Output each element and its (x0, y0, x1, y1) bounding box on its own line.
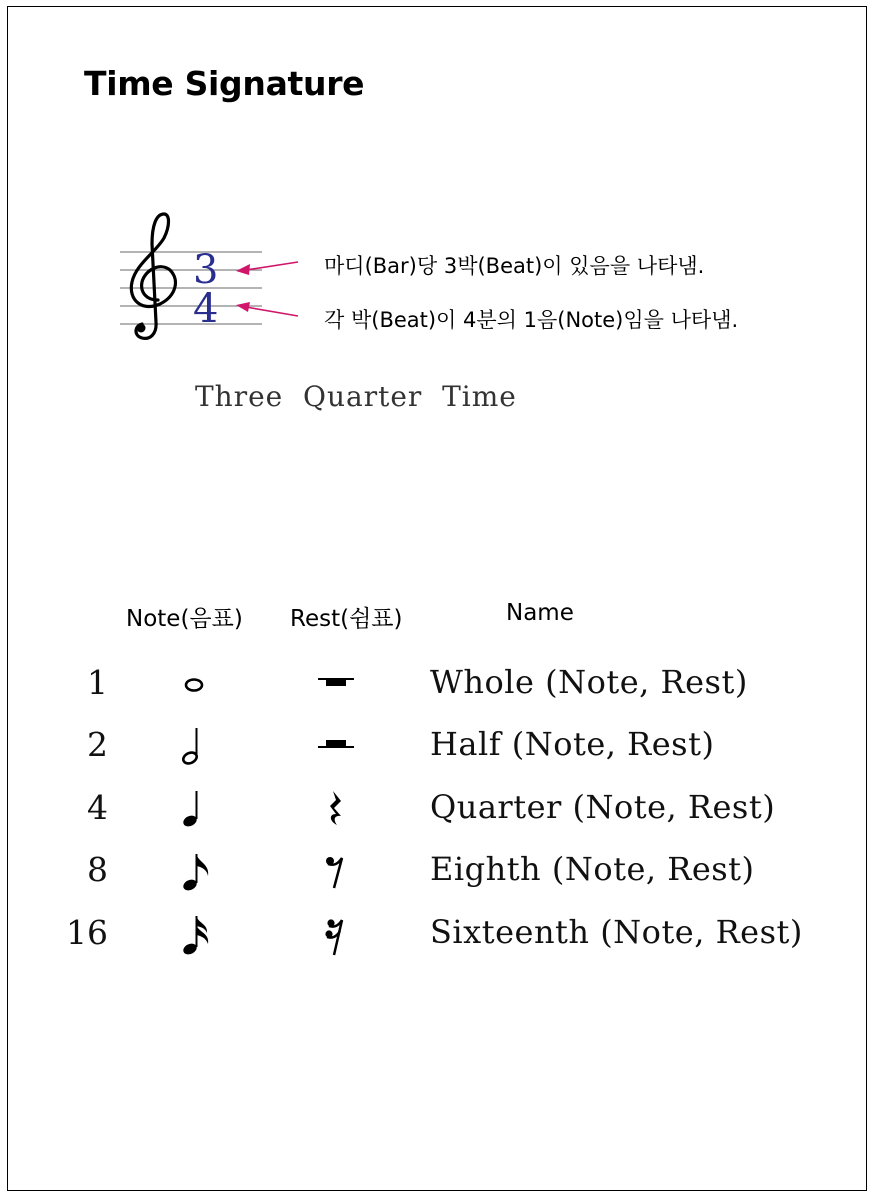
quarter-rest-icon (312, 788, 362, 848)
row-number: 2 (87, 725, 108, 764)
table-row (0, 725, 874, 785)
row-number: 1 (87, 663, 108, 702)
table-row (0, 663, 874, 723)
row-name: Half (Note, Rest) (430, 725, 715, 763)
arrow-to-denominator (236, 302, 298, 316)
treble-clef-icon (131, 214, 175, 338)
header-name: Name (506, 600, 574, 626)
row-number: 16 (66, 913, 108, 952)
header-rest: Rest(쉼표) (290, 606, 403, 632)
half-rest-icon (312, 725, 362, 785)
quarter-note-icon (168, 788, 218, 848)
time-signature-caption: Three Quarter Time (195, 380, 517, 413)
row-name: Eighth (Note, Rest) (430, 850, 755, 888)
eighth-note-icon (168, 850, 218, 910)
time-sig-denominator: 4 (193, 286, 219, 332)
half-note-icon (168, 725, 218, 785)
sixteenth-rest-icon (312, 913, 362, 973)
whole-rest-icon (312, 663, 362, 723)
eighth-rest-icon (312, 850, 362, 910)
arrow-to-numerator (236, 262, 298, 275)
row-name: Whole (Note, Rest) (430, 663, 748, 701)
table-row (0, 913, 874, 973)
row-number: 8 (87, 850, 108, 889)
table-row (0, 788, 874, 848)
numerator-explanation: 마디(Bar)당 3박(Beat)이 있음을 나타냄. (324, 254, 705, 278)
row-name: Quarter (Note, Rest) (430, 788, 776, 826)
header-note: Note(음표) (126, 606, 243, 632)
page-title: Time Signature (84, 64, 365, 103)
row-number: 4 (87, 788, 108, 827)
sixteenth-note-icon (168, 913, 218, 973)
row-name: Sixteenth (Note, Rest) (430, 913, 803, 951)
table-row (0, 850, 874, 910)
whole-note-icon (168, 663, 218, 723)
time-sig-numerator: 3 (193, 247, 219, 293)
denominator-explanation: 각 박(Beat)이 4분의 1음(Note)임을 나타냄. (324, 308, 739, 332)
